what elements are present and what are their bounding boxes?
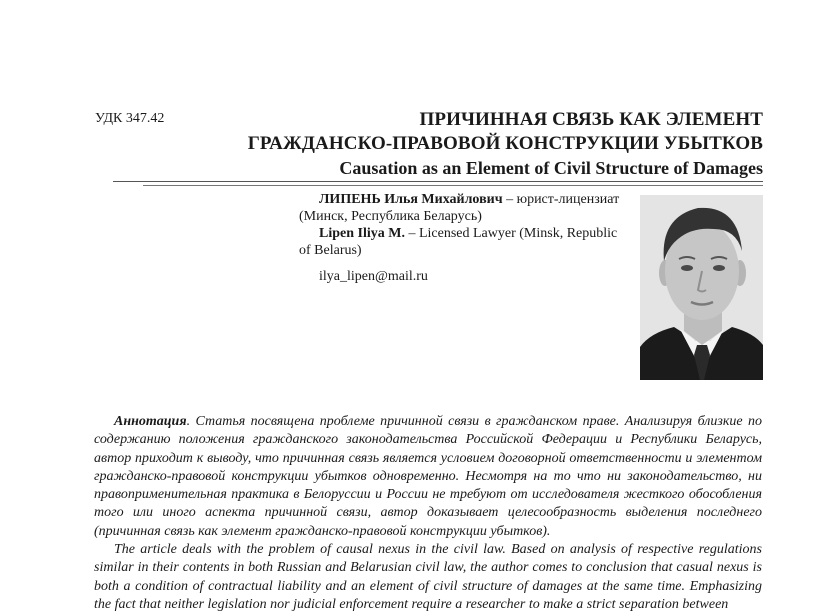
udc-code: УДК 347.42 <box>95 111 165 126</box>
title-russian <box>248 108 763 156</box>
author-info <box>299 191 627 285</box>
title-russian-line-1: ПРИЧИННАЯ СВЯЗЬ КАК ЭЛЕМЕНТ <box>419 109 763 130</box>
author-email: ilya_lipen@mail.ru <box>319 269 428 284</box>
author-english <box>299 225 627 259</box>
author-photo <box>640 195 763 380</box>
abstract-russian <box>94 413 762 541</box>
title-rule-top <box>113 181 763 182</box>
author-english-affiliation: – Licensed Lawyer (Minsk, Republic of Belarus) <box>299 226 618 258</box>
abstract-russian-text: . Статья посвящена проблеме причинной связи в гражданском праве. Анализируя близкие по содержанию положения гражданского законодательства Российской Федерации и Республики Беларусь, автор приходит к выводу, что причинная связь является условием договорной ответственности и элементом гражданско-правовой конструкции убытков одновременно. Несмотря на то что ни законодательство, ни правоприменительная практика в Белоруссии и России не требуют от исследователя жесткого обособления того или иного аспекта причинной связи, автор доказывает целесообразность выделения последнего (причинная связь как элемент гражданско-правовой конструкции убытков). <box>94 414 762 539</box>
author-portrait-icon <box>640 195 763 380</box>
author-russian <box>299 191 627 225</box>
author-english-name: Lipen Iliya M. <box>319 226 405 241</box>
abstract-english: The article deals with the problem of causal nexus in the civil law. Based on analysis of respective regulations similar in their contents in both Russian and Belarusian civil law, the author comes to conclusion that casual nexus is both a condition of contractual liability and an element of civil structure of damages at the same time. Emphasizing the fact that neither legislation nor judicial enforcement require a researcher to make a strict separation between <box>94 542 762 612</box>
author-russian-name: ЛИПЕНЬ Илья Михайлович <box>319 192 503 207</box>
abstract-label: Аннотация <box>114 414 187 429</box>
title-rule-bottom <box>143 185 763 186</box>
author-russian-affiliation: – юрист-лицензиат (Минск, Республика Беларусь) <box>299 192 620 224</box>
abstract <box>94 413 762 614</box>
title-english: Causation as an Element of Civil Structure of Damages <box>339 158 763 178</box>
title-russian-line-2: ГРАЖДАНСКО-ПРАВОВОЙ КОНСТРУКЦИИ УБЫТКОВ <box>247 133 763 154</box>
